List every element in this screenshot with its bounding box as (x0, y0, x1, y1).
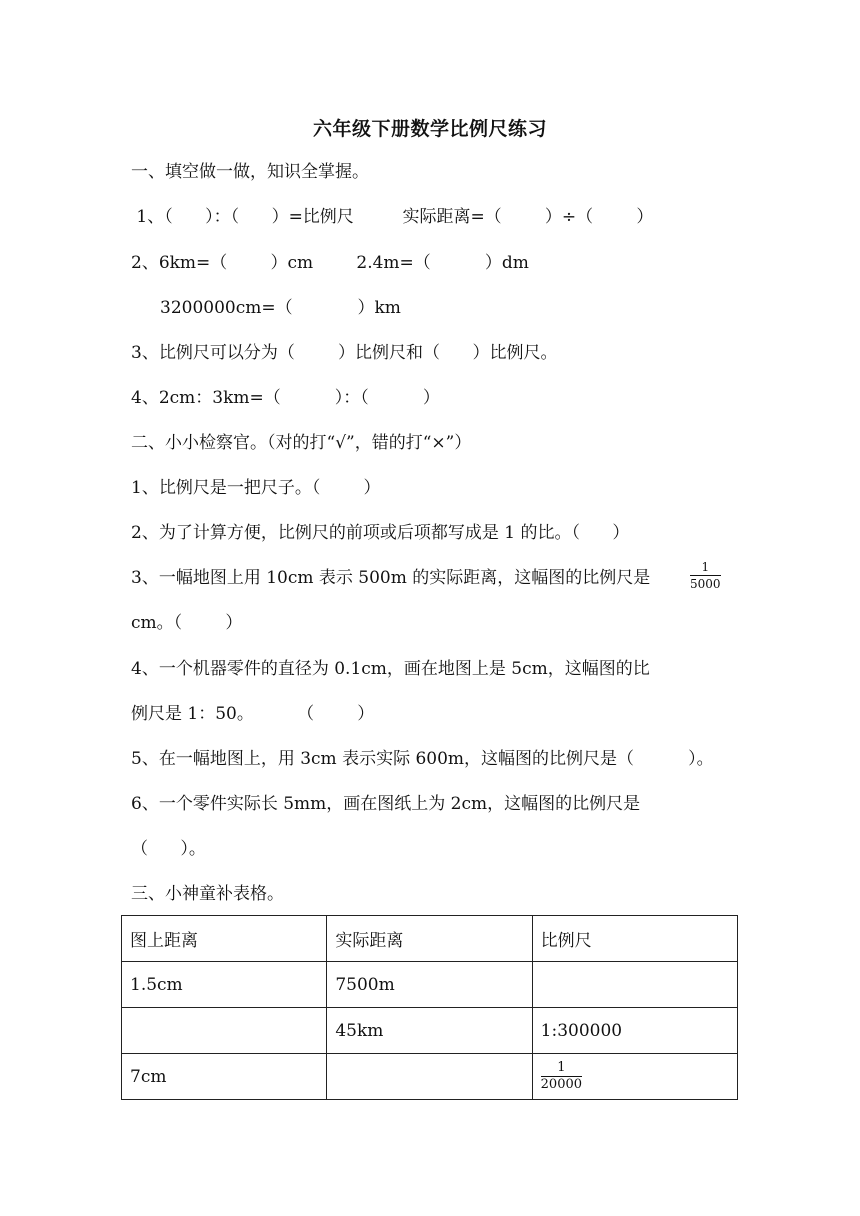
section2-q6b: （ ）。 (131, 839, 206, 859)
table-cell (532, 962, 737, 1008)
table-cell-fraction (532, 1054, 737, 1100)
section1-q2b: 3200000cm=（ ）km (160, 298, 401, 318)
table-cell: 1.5cm (122, 962, 327, 1008)
table-cell: 45km (327, 1008, 532, 1054)
section3-heading: 三、小神童补表格。 (131, 884, 284, 904)
table-header-cell: 比例尺 (532, 916, 737, 962)
section2-q5: 5、在一幅地图上，用 3cm 表示实际 600m，这幅图的比例尺是（ ）。 (131, 749, 714, 769)
fraction-denominator: 5000 (690, 577, 721, 591)
table-header-cell: 图上距离 (122, 916, 327, 962)
section1-q3: 3、比例尺可以分为（ ）比例尺和（ ）比例尺。 (131, 343, 558, 363)
section2-q6a: 6、一个零件实际长 5mm，画在图纸上为 2cm，这幅图的比例尺是 (131, 794, 641, 814)
section2-q3a: 3、一幅地图上用 10cm 表示 500m 的实际距离，这幅图的比例尺是 (131, 568, 651, 588)
section2-q3b: cm。（ ） (131, 613, 243, 633)
fraction-numerator: 1 (541, 1060, 582, 1077)
section2-q1: 1、比例尺是一把尺子。（ ） (131, 478, 381, 498)
page-title: 六年级下册数学比例尺练习 (312, 118, 547, 140)
section1-heading: 一、填空做一做，知识全掌握。 (131, 162, 369, 182)
section1-q4: 4、2cm：3km=（ ）：（ ） (131, 388, 440, 408)
section1-q1: 1、（ ）：（ ）=比例尺 实际距离=（ ）÷（ ） (131, 207, 654, 227)
table-cell: 7500m (327, 962, 532, 1008)
section2-q4a: 4、一个机器零件的直径为 0.1cm，画在地图上是 5cm，这幅图的比 (131, 659, 650, 679)
table-header-cell: 实际距离 (327, 916, 532, 962)
fraction-numerator: 1 (690, 560, 721, 576)
table-cell (327, 1054, 532, 1100)
table-cell (122, 1008, 327, 1054)
table-header-row (122, 916, 738, 962)
table-cell: 7cm (122, 1054, 327, 1100)
fill-in-table (121, 915, 738, 1100)
section2-q3-fraction (690, 560, 721, 591)
table-cell: 1:300000 (532, 1008, 737, 1054)
section2-q2: 2、为了计算方便，比例尺的前项或后项都写成是 1 的比。（ ） (131, 523, 630, 543)
section2-q4b: 例尺是 1：50。 （ ） (131, 704, 375, 724)
fraction-denominator: 20000 (540, 1077, 583, 1092)
table-fraction (541, 1060, 582, 1092)
section1-q2: 2、6km=（ ）cm 2.4m=（ ）dm (131, 253, 529, 273)
table-row (122, 962, 738, 1008)
table-row (122, 1008, 738, 1054)
section2-heading: 二、小小检察官。（对的打“√”，错的打“×”） (131, 433, 472, 453)
table-row (122, 1054, 738, 1100)
